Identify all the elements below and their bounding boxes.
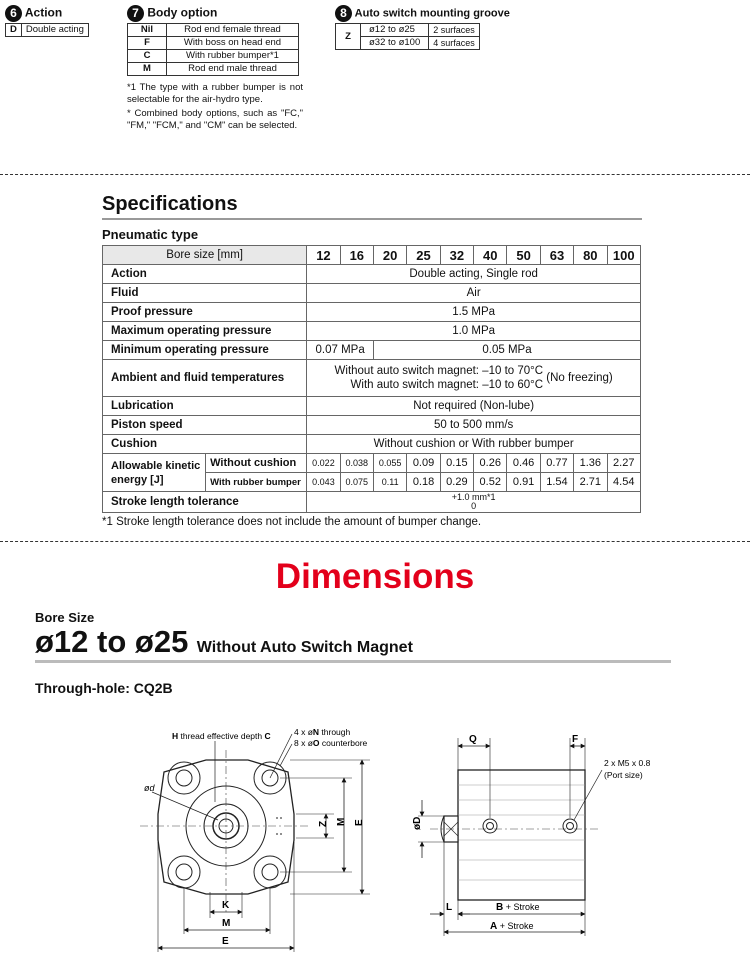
pneumatic-type-subtitle: Pneumatic type	[102, 227, 199, 242]
n-text	[294, 727, 351, 737]
tolerance-lower: 0	[471, 501, 477, 511]
body-option-note-1: *1 The type with a rubber bumper is not selectable for the air-hydro type.	[127, 82, 303, 105]
spec-row-lubrication	[103, 397, 641, 416]
specifications-heading: Specifications	[102, 193, 238, 215]
n-suffix: through	[319, 727, 351, 737]
kinetic-sublabel: Without cushion	[206, 454, 307, 473]
spec-label: Piston speed	[103, 416, 307, 435]
desc-cell: With rubber bumper*1	[167, 50, 299, 63]
spec-label: Ambient and fluid temperatures	[103, 360, 307, 397]
c-label: C	[264, 731, 271, 741]
kinetic-cell: 0.26	[474, 454, 507, 473]
bore-cell: 16	[340, 246, 373, 265]
bore-cell: 50	[507, 246, 540, 265]
bore-cell: 12	[307, 246, 340, 265]
heading-rule	[35, 660, 671, 663]
auto-switch-table	[335, 23, 480, 50]
spec-row-max-pressure	[103, 322, 641, 341]
bore-range-sub: Without Auto Switch Magnet	[196, 639, 413, 656]
f-label: F	[572, 734, 579, 745]
kinetic-cell: 4.54	[607, 473, 641, 492]
body-option-table	[127, 23, 299, 76]
kinetic-cell: 1.36	[574, 454, 607, 473]
kinetic-sublabel: With rubber bumper	[206, 473, 307, 492]
kinetic-cell: 0.075	[340, 473, 373, 492]
h-text	[172, 731, 271, 741]
bore-cell: 40	[474, 246, 507, 265]
action-option	[5, 5, 89, 37]
ambient-note: (No freezing)	[546, 372, 613, 384]
kinetic-label	[103, 454, 206, 492]
o-text	[294, 738, 368, 748]
m-bottom-label: M	[222, 918, 231, 929]
bore-cell: 80	[574, 246, 607, 265]
specs-footnote: *1 Stroke length tolerance does not include the amount of bumper change.	[102, 516, 482, 528]
a-suffix: + Stroke	[497, 921, 534, 931]
z-label: Z	[318, 820, 329, 827]
bore-cell: 100	[607, 246, 641, 265]
body-option-title: Body option	[147, 5, 218, 20]
divider	[0, 541, 750, 542]
spec-label: Lubrication	[103, 397, 307, 416]
spec-label: Maximum operating pressure	[103, 322, 307, 341]
auto-switch-code: Z	[336, 24, 361, 50]
spec-value: 1.0 MPa	[307, 322, 641, 341]
bore-size-label: Bore Size	[35, 610, 95, 625]
spec-value: 1.5 MPa	[307, 303, 641, 322]
b-label: B	[496, 902, 504, 913]
port-size-label: 2 x M5 x 0.8	[604, 758, 651, 768]
spec-value: 0.05 MPa	[373, 341, 640, 360]
specifications-table	[102, 245, 641, 513]
a-label: A	[490, 921, 498, 932]
bore-cell: 25	[407, 246, 440, 265]
kinetic-cell: 0.055	[373, 454, 406, 473]
divider	[0, 174, 750, 175]
front-view-drawing	[130, 722, 390, 958]
kinetic-cell: 0.91	[507, 473, 540, 492]
k-label: K	[222, 900, 230, 911]
action-table	[5, 23, 89, 37]
kinetic-cell: 0.15	[440, 454, 473, 473]
ambient-line-1: Without auto switch magnet: –10 to 70°C	[334, 365, 544, 377]
spec-value-ambient	[307, 360, 641, 397]
body-option	[127, 5, 305, 132]
kinetic-cell: 0.29	[440, 473, 473, 492]
bore-size-row	[103, 246, 641, 265]
n-prefix: 4 x ø	[294, 727, 313, 737]
kinetic-cell: 2.27	[607, 454, 641, 473]
spec-label: Minimum operating pressure	[103, 341, 307, 360]
o-prefix: 8 x ø	[294, 738, 313, 748]
kinetic-cell: 0.022	[307, 454, 340, 473]
spec-value: Air	[307, 284, 641, 303]
o-suffix: counterbore	[319, 738, 368, 748]
l-label: L	[446, 902, 453, 913]
spec-row-kinetic-without	[103, 454, 641, 473]
kinetic-cell: 0.46	[507, 454, 540, 473]
auto-switch-title: Auto switch mounting groove	[354, 7, 510, 20]
desc-cell: Rod end female thread	[167, 24, 299, 37]
surfaces-cell: 4 surfaces	[429, 37, 480, 50]
spec-label: Fluid	[103, 284, 307, 303]
kinetic-cell: 0.038	[340, 454, 373, 473]
bore-size-label: Bore size [mm]	[103, 246, 307, 265]
e-label: E	[354, 819, 365, 826]
action-desc: Double acting	[21, 24, 88, 37]
bore-range-heading	[35, 624, 413, 660]
spec-value: Double acting, Single rod	[307, 265, 641, 284]
kinetic-label-2: energy [J]	[111, 473, 164, 486]
q-label: Q	[469, 734, 477, 745]
kinetic-cell: 0.043	[307, 473, 340, 492]
heading-rule	[102, 218, 642, 220]
kinetic-cell: 0.11	[373, 473, 406, 492]
code-cell: M	[128, 63, 167, 76]
spec-row-action	[103, 265, 641, 284]
od-label: øD	[412, 816, 423, 830]
bore-cell: 20	[373, 246, 406, 265]
bore-range: ø12 to ø25	[35, 624, 189, 659]
spec-label: Proof pressure	[103, 303, 307, 322]
b-text	[496, 902, 540, 913]
o-label: O	[312, 738, 320, 748]
dimensions-heading: Dimensions	[275, 557, 475, 596]
spec-value: Not required (Non-lube)	[307, 397, 641, 416]
kinetic-cell: 1.54	[540, 473, 573, 492]
bore-cell: 32	[440, 246, 473, 265]
action-title: Action	[24, 5, 63, 20]
a-text	[490, 921, 534, 932]
number-badge: 6	[5, 5, 22, 22]
spec-row-ambient	[103, 360, 641, 397]
surfaces-cell: 2 surfaces	[429, 24, 480, 37]
kinetic-cell: 0.18	[407, 473, 440, 492]
m-label: M	[336, 817, 347, 826]
d-small-label: ød	[144, 783, 155, 793]
bore-cell: 63	[540, 246, 573, 265]
kinetic-label-1: Allowable kinetic	[111, 459, 201, 472]
through-hole-label: Through-hole: CQ2B	[35, 680, 173, 696]
range-cell: ø32 to ø100	[361, 37, 429, 50]
number-badge: 7	[127, 5, 144, 22]
spec-label: Cushion	[103, 435, 307, 454]
b-suffix: + Stroke	[503, 902, 540, 912]
spec-value: 0.07 MPa	[307, 341, 374, 360]
kinetic-cell: 0.09	[407, 454, 440, 473]
tolerance-upper: +1.0 mm*1	[451, 492, 496, 502]
stroke-tolerance-value	[307, 492, 641, 513]
kinetic-cell: 0.77	[540, 454, 573, 473]
spec-value: 50 to 500 mm/s	[307, 416, 641, 435]
desc-cell: Rod end male thread	[167, 63, 299, 76]
e-bottom-label: E	[222, 936, 229, 947]
spec-row-fluid	[103, 284, 641, 303]
side-body	[458, 770, 585, 900]
auto-switch-option	[335, 5, 510, 50]
kinetic-cell: 2.71	[574, 473, 607, 492]
spec-value: Without cushion or With rubber bumper	[307, 435, 641, 454]
number-badge: 8	[335, 5, 352, 22]
h-desc: thread effective depth	[180, 731, 263, 741]
spec-row-cushion	[103, 435, 641, 454]
kinetic-cell: 0.52	[474, 473, 507, 492]
spec-row-proof-pressure	[103, 303, 641, 322]
spec-label: Action	[103, 265, 307, 284]
code-cell: Nil	[128, 24, 167, 37]
spec-row-stroke-tolerance	[103, 492, 641, 513]
spec-row-min-pressure	[103, 341, 641, 360]
action-code: D	[6, 24, 22, 37]
ambient-line-2: With auto switch magnet: –10 to 60°C	[350, 379, 544, 391]
range-cell: ø12 to ø25	[361, 24, 429, 37]
h-label: H	[172, 731, 179, 741]
spec-row-piston-speed	[103, 416, 641, 435]
n-label: N	[312, 727, 320, 737]
port-size-note: (Port size)	[604, 770, 643, 780]
side-view-drawing	[400, 730, 720, 956]
spec-label: Stroke length tolerance	[103, 492, 307, 513]
code-cell: F	[128, 37, 167, 50]
code-cell: C	[128, 50, 167, 63]
body-option-note-2: * Combined body options, such as "FC," "FM," "FCM," and "CM" can be selected.	[127, 108, 303, 131]
desc-cell: With boss on head end	[167, 37, 299, 50]
